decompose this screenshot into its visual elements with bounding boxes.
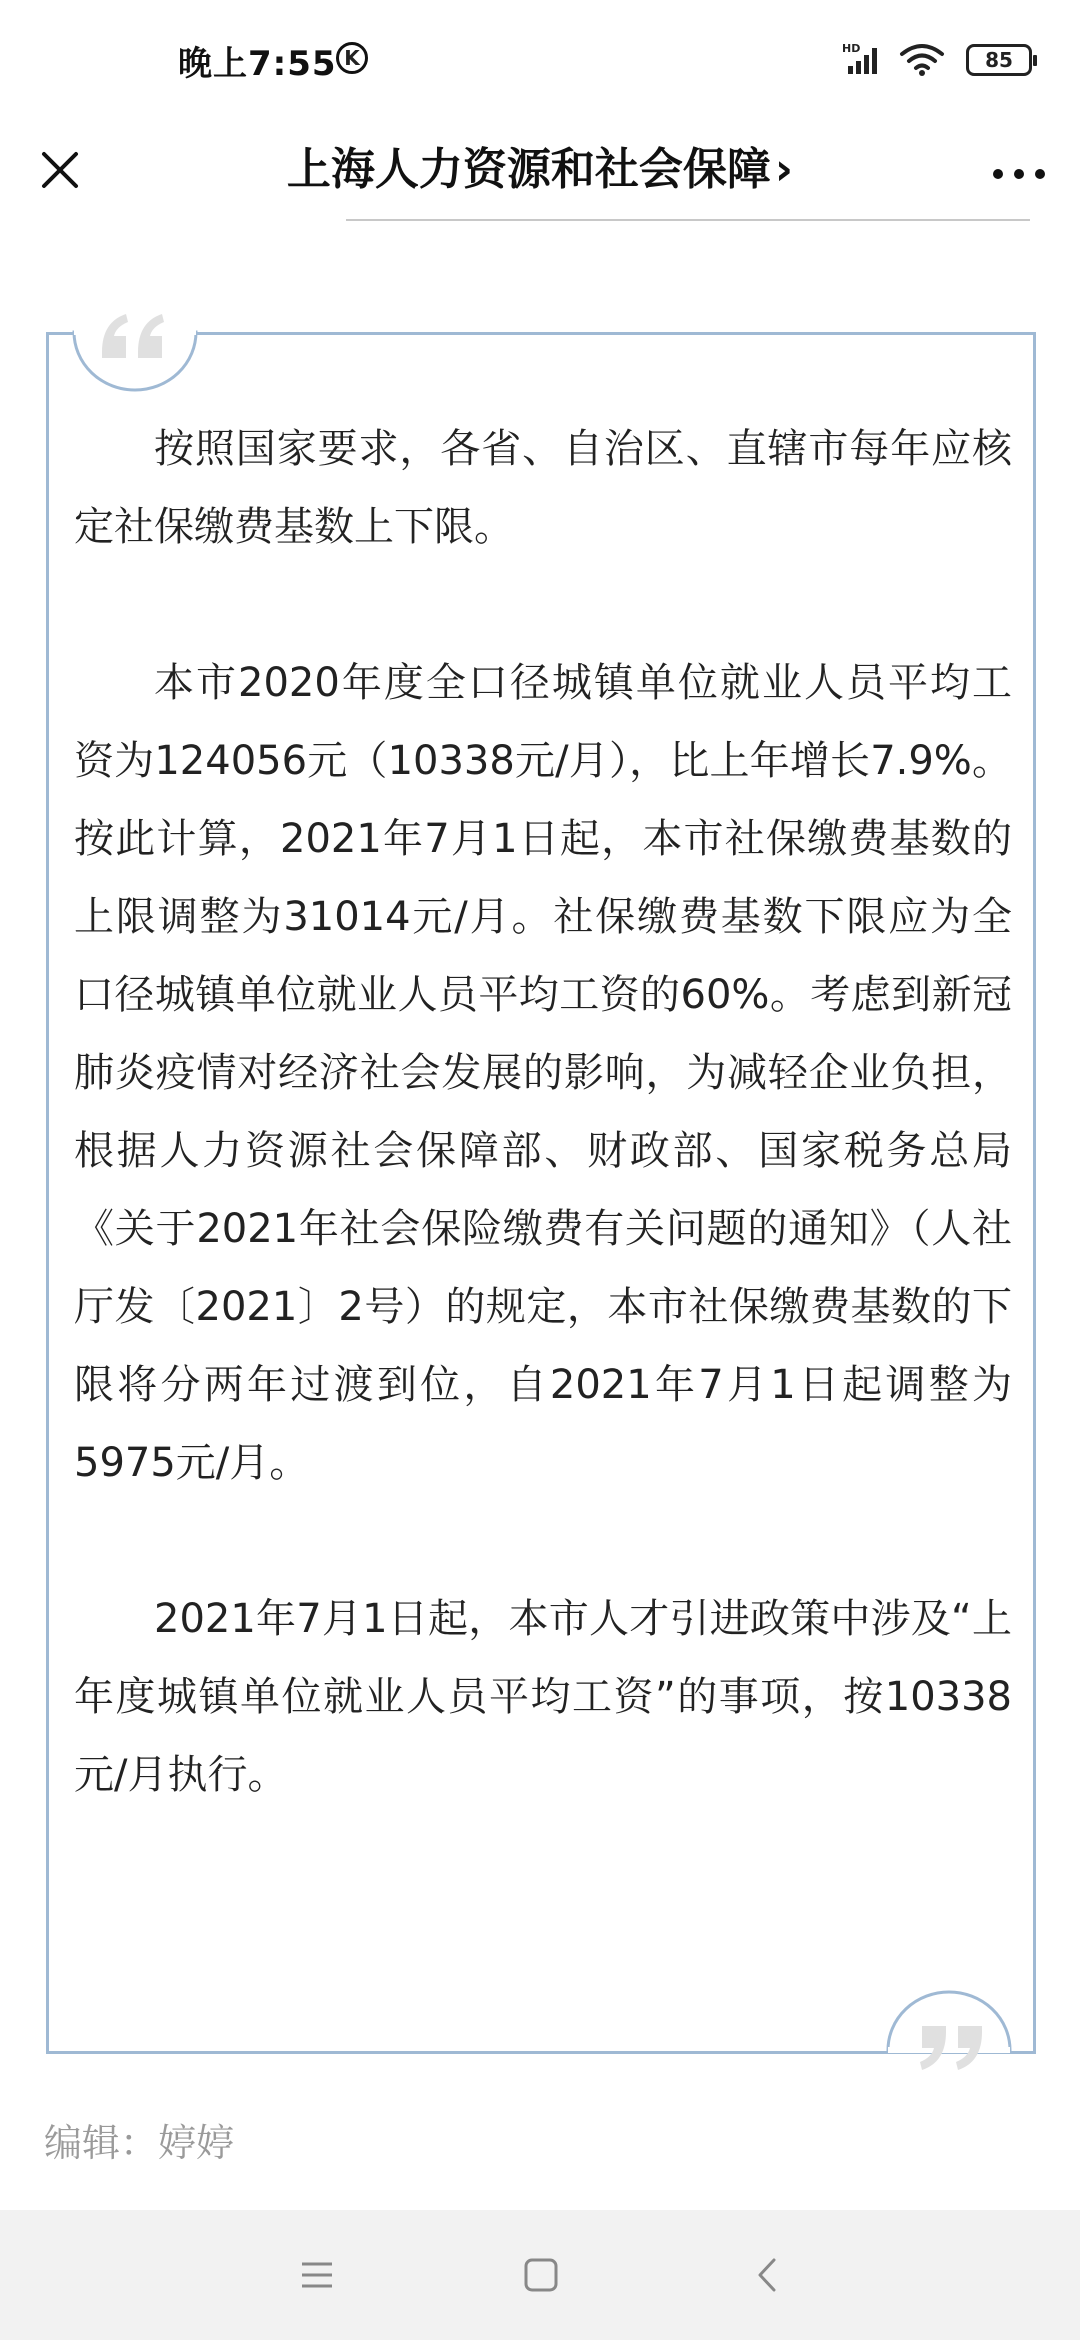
home-square-icon[interactable] xyxy=(516,2250,566,2300)
wifi-icon xyxy=(898,42,946,78)
battery-icon xyxy=(966,44,1032,76)
status-indicators xyxy=(842,40,1032,80)
back-icon[interactable] xyxy=(742,2250,792,2300)
system-nav-bar xyxy=(0,2210,1080,2340)
menu-icon[interactable] xyxy=(292,2250,342,2300)
account-title-link[interactable] xyxy=(0,130,1080,210)
status-bar xyxy=(0,0,1080,120)
more-icon[interactable] xyxy=(984,140,1054,200)
k-circle-icon: K xyxy=(336,42,368,74)
article-paragraph: 本市2020年度全口径城镇单位就业人员平均工资为124056元（10338元/月），比上年增长7.9%。按此计算，2021年7月1日起，本市社保缴费基数的上限调整为31014元/月。社保缴费基数下限应为全口径城镇单位就业人员平均工资的60%。考虑到新冠肺炎疫情对经济社会发展的影响，为减轻企业负担，根据人力资源社会保障部、财政部、国家税务总局《关于2021年社会保险缴费有关问题的通知》（人社厅发〔2021〕2号）的规定，本市社保缴费基数的下限将分两年过渡到位，自2021年7月1日起调整为5975元/月。 xyxy=(74,660,1012,1486)
signal-icon xyxy=(842,42,884,78)
divider xyxy=(346,219,1030,221)
page-title: 上海人力资源和社会保障 xyxy=(286,144,771,195)
signal-hd-label: HD xyxy=(842,42,861,55)
quote-open-icon xyxy=(72,296,198,392)
article-body xyxy=(74,410,1012,1814)
article-paragraph: 2021年7月1日起，本市人才引进政策中涉及“上年度城镇单位就业人员平均工资”的事项，按10338元/月执行。 xyxy=(74,1596,1012,1798)
status-time: 晚上7:55 xyxy=(178,44,337,84)
article-paragraph: 按照国家要求，各省、自治区、直辖市每年应核定社保缴费基数上下限。 xyxy=(74,426,1012,550)
nav-bar xyxy=(0,120,1080,220)
battery-level: 85 xyxy=(985,48,1013,72)
chevron-right-icon: › xyxy=(774,144,794,195)
quote-close-icon xyxy=(886,1990,1012,2086)
editor-credit: 编辑：婷婷 xyxy=(44,2121,235,2165)
